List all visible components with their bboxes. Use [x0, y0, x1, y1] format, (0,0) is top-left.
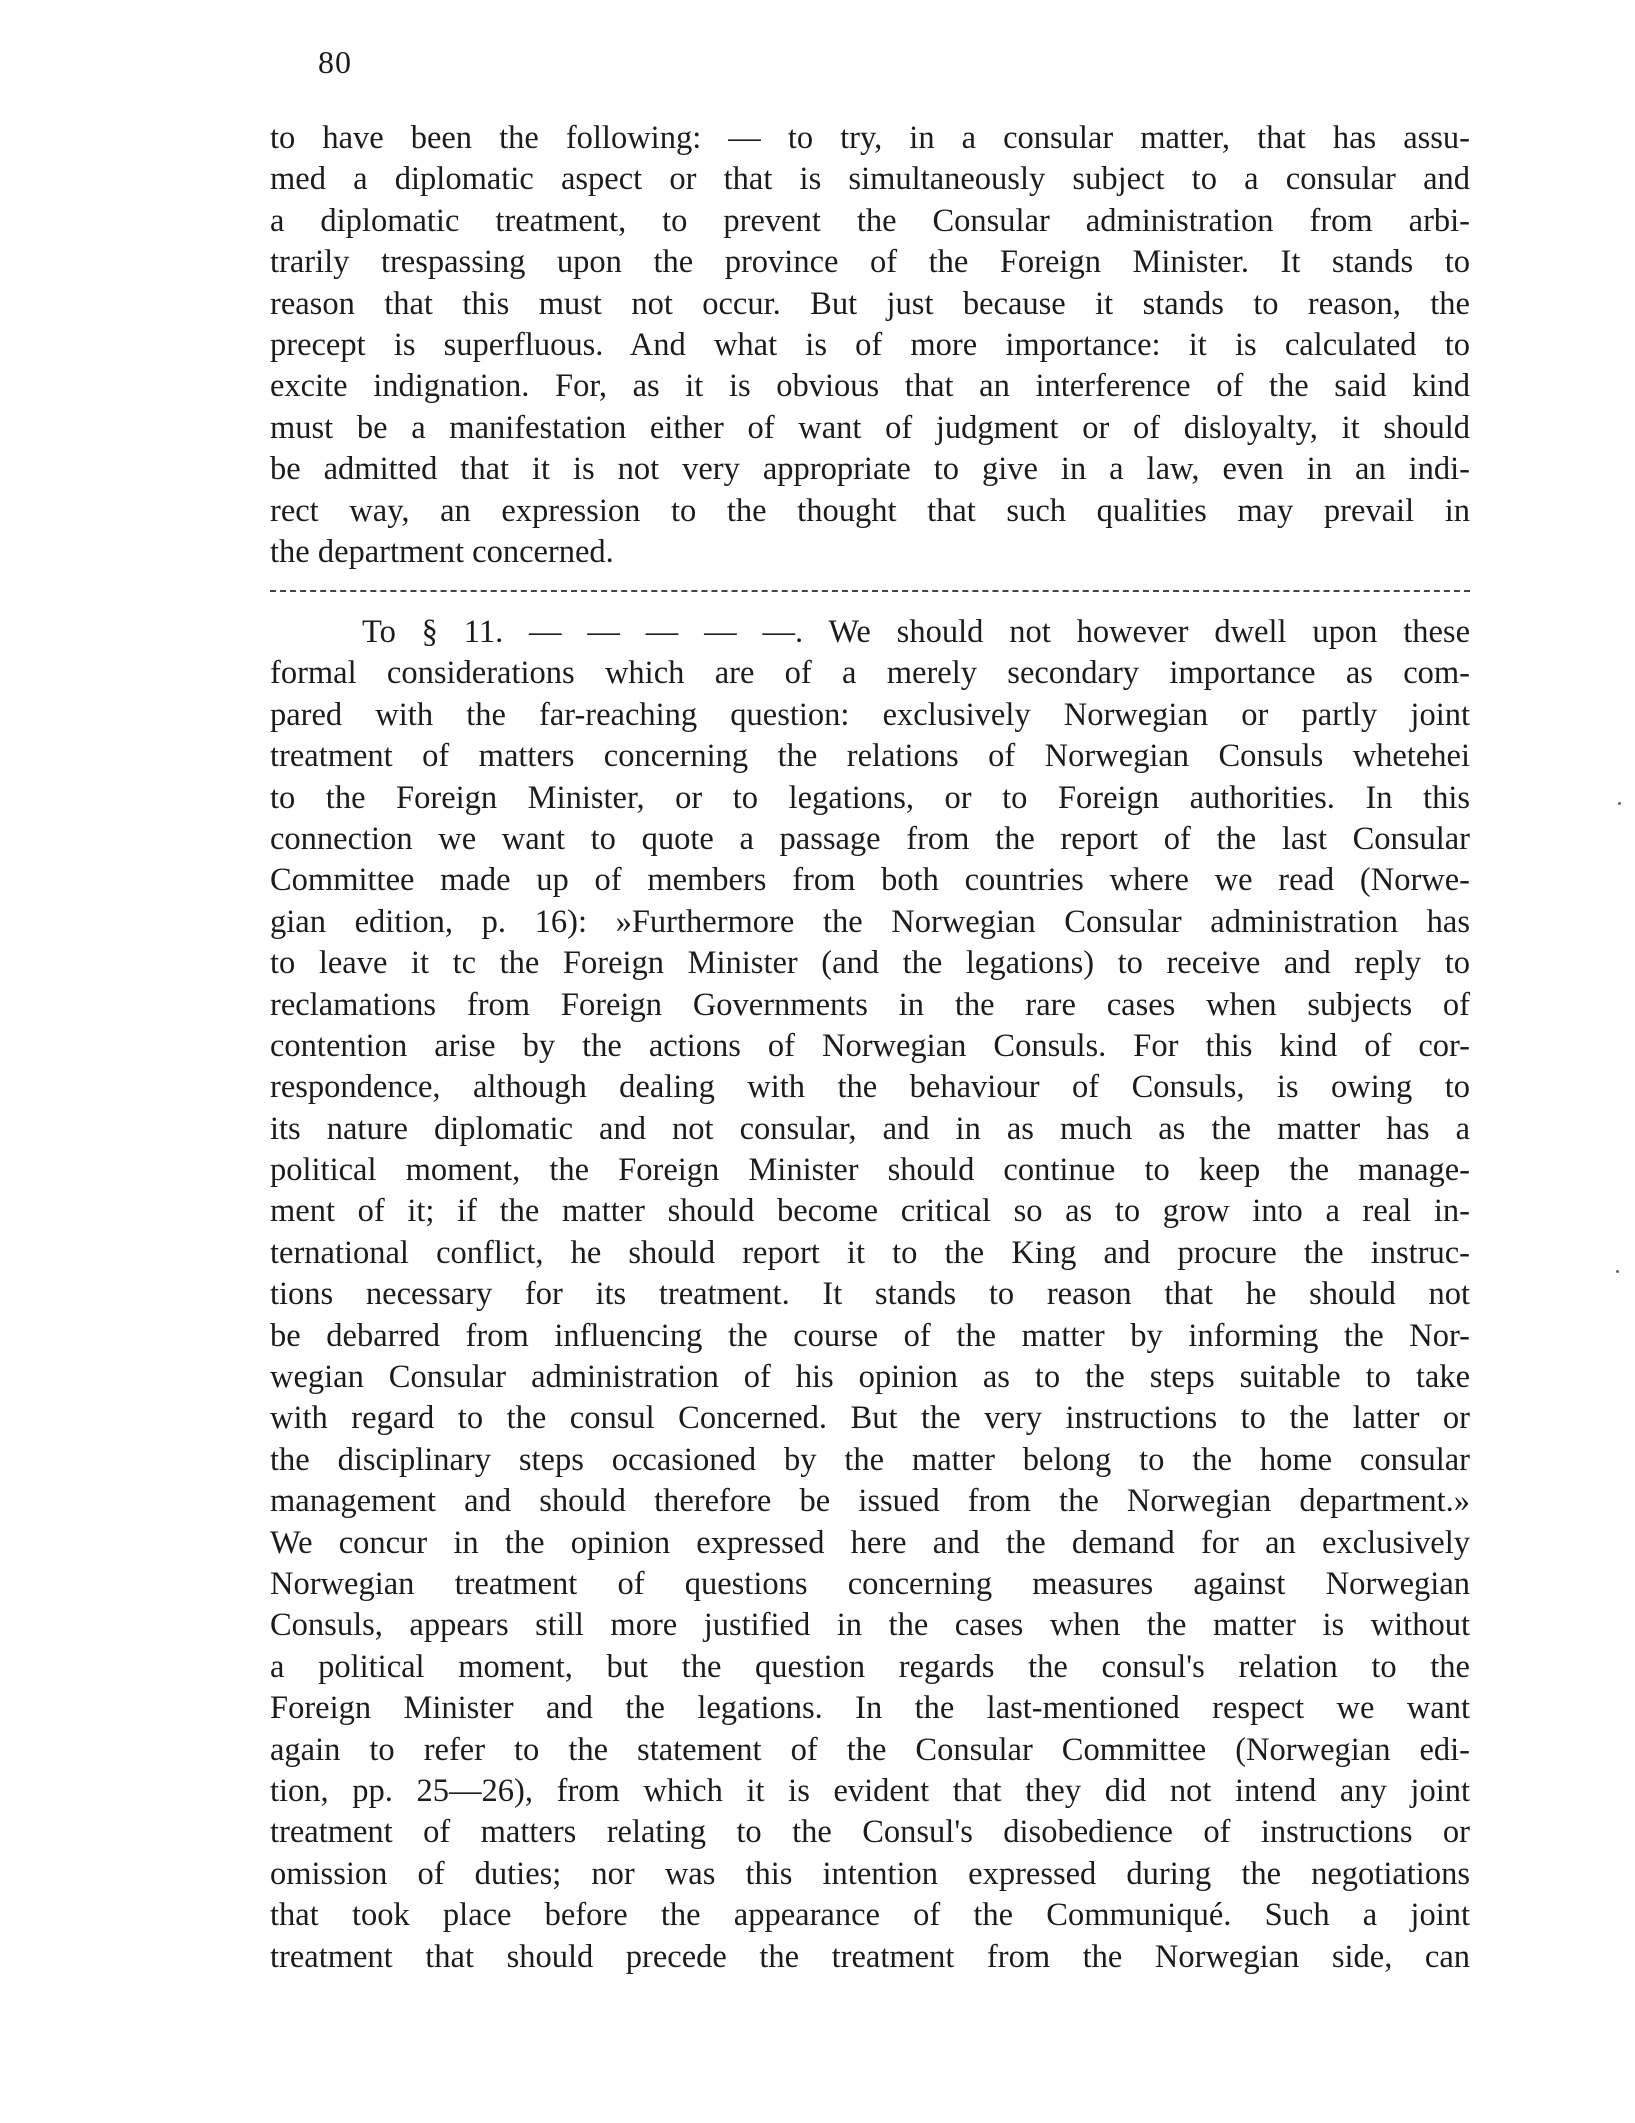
text-line: reason that this must not occur. But just because it stands to reason, the — [270, 285, 1470, 322]
text-line: the disciplinary steps occasioned by the matter belong to the home consular — [270, 1441, 1470, 1478]
section-separator — [270, 590, 1470, 592]
text-line: a diplomatic treatment, to prevent the Consular administration from arbi- — [270, 202, 1470, 239]
text-line: management and should therefore be issued from the Norwegian department.» — [270, 1483, 1470, 1520]
text-line: to the Foreign Minister, or to legations, or to Foreign authorities. In this — [270, 779, 1470, 816]
text-line: tions necessary for its treatment. It stands to reason that he should not — [270, 1276, 1470, 1313]
text-line: a political moment, but the question regards the consul's relation to the — [270, 1648, 1470, 1685]
text-line: treatment of matters concerning the relations of Norwegian Consuls whetehei — [270, 738, 1470, 775]
text-line: precept is superfluous. And what is of more importance: it is calculated to — [270, 326, 1470, 363]
scan-speck — [1618, 802, 1621, 805]
text-line: To § 11. — — — — —. We should not however dwell upon these — [362, 614, 1470, 650]
text-line: connection we want to quote a passage from the report of the last Consular — [270, 820, 1470, 857]
text-line: pared with the far-reaching question: exclusively Norwegian or partly joint — [270, 696, 1470, 733]
text-line: ment of it; if the matter should become critical so as to grow into a real in- — [270, 1193, 1470, 1230]
text-line: its nature diplomatic and not consular, and in as much as the matter has a — [270, 1110, 1470, 1147]
text-line: be admitted that it is not very appropriate to give in a law, even in an indi- — [270, 451, 1470, 488]
paragraph-1 — [270, 118, 1470, 573]
text-line: again to refer to the statement of the Consular Committee (Norwegian edi- — [270, 1731, 1470, 1768]
text-line: be debarred from influencing the course of the matter by informing the Nor- — [270, 1317, 1470, 1354]
text-line: Committee made up of members from both countries where we read (Norwe- — [270, 862, 1470, 899]
text-line: formal considerations which are of a merely secondary importance as com- — [270, 655, 1470, 692]
text-line: treatment of matters relating to the Consul's disobedience of instructions or — [270, 1814, 1470, 1851]
text-line: Norwegian treatment of questions concerning measures against Norwegian — [270, 1565, 1470, 1602]
text-line: treatment that should precede the treatment from the Norwegian side, can — [270, 1938, 1470, 1975]
text-line: med a diplomatic aspect or that is simultaneously subject to a consular and — [270, 161, 1470, 198]
text-line: trarily trespassing upon the province of the Foreign Minister. It stands to — [270, 244, 1470, 281]
text-line: political moment, the Foreign Minister should continue to keep the manage- — [270, 1152, 1470, 1189]
text-line: omission of duties; nor was this intention expressed during the negotiations — [270, 1855, 1470, 1892]
text-line: contention arise by the actions of Norwegian Consuls. For this kind of cor- — [270, 1027, 1470, 1064]
page-number: 80 — [318, 44, 352, 80]
text-line: reclamations from Foreign Governments in the rare cases when subjects of — [270, 986, 1470, 1023]
text-line: the department concerned. — [270, 533, 614, 570]
text-line: rect way, an expression to the thought that such qualities may prevail in — [270, 492, 1470, 529]
paragraph-2 — [270, 612, 1470, 1978]
text-line: gian edition, p. 16): »Furthermore the Norwegian Consular administration has — [270, 903, 1470, 940]
text-line: that took place before the appearance of the Communiqué. Such a joint — [270, 1897, 1470, 1934]
text-line: tion, pp. 25—26), from which it is evident that they did not intend any joint — [270, 1772, 1470, 1809]
scan-speck — [1616, 1270, 1619, 1273]
text-line: excite indignation. For, as it is obvious that an interference of the said kind — [270, 368, 1470, 405]
text-line: We concur in the opinion expressed here and the demand for an exclusively — [270, 1524, 1470, 1561]
text-line: to leave it tc the Foreign Minister (and the legations) to receive and reply to — [270, 945, 1470, 982]
text-line: respondence, although dealing with the behaviour of Consuls, is owing to — [270, 1069, 1470, 1106]
text-line: ternational conflict, he should report it to the King and procure the instruc- — [270, 1234, 1470, 1271]
text-line: Consuls, appears still more justified in the cases when the matter is without — [270, 1607, 1470, 1644]
text-line: with regard to the consul Concerned. But the very instructions to the latter or — [270, 1400, 1470, 1437]
text-line: must be a manifestation either of want of judgment or of disloyalty, it should — [270, 409, 1470, 446]
text-line: wegian Consular administration of his opinion as to the steps suitable to take — [270, 1359, 1470, 1396]
text-line: to have been the following: — to try, in a consular matter, that has assu- — [270, 120, 1470, 156]
text-line: Foreign Minister and the legations. In the last-mentioned respect we want — [270, 1690, 1470, 1727]
